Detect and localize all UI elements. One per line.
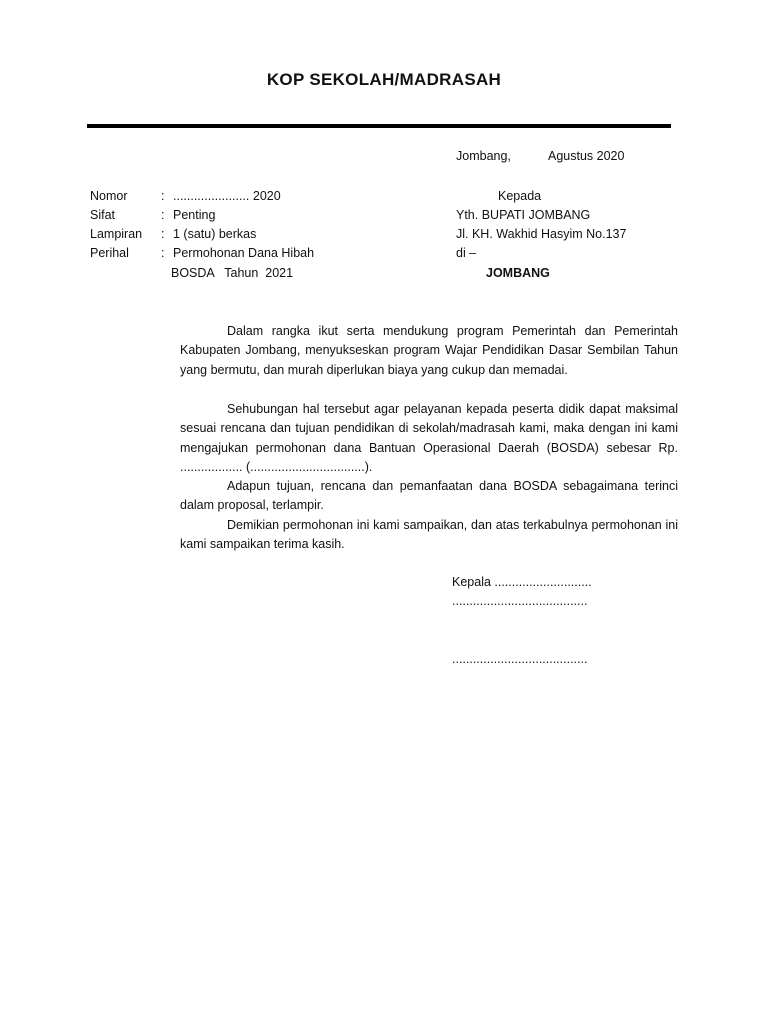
lampiran-label: Lampiran xyxy=(90,227,143,241)
sifat-colon: : xyxy=(161,208,165,222)
nomor-value: ...................... 2020 xyxy=(173,189,281,203)
recipient-kepada: Kepada xyxy=(498,189,542,203)
signature-name-line: ....................................... xyxy=(452,652,588,666)
recipient-city: JOMBANG xyxy=(486,266,550,280)
recipient-yth: Yth. BUPATI JOMBANG xyxy=(456,208,591,222)
perihal-colon: : xyxy=(161,246,165,260)
body-paragraph-3: Adapun tujuan, rencana dan pemanfaatan dana BOSDA sebagaimana terinci dalam proposal, terlampir. xyxy=(180,479,678,513)
date-month-year: Agustus 2020 xyxy=(548,149,625,163)
nomor-label: Nomor xyxy=(90,189,128,203)
letterhead-divider xyxy=(87,124,671,128)
letterhead-title: KOP SEKOLAH/MADRASAH xyxy=(266,70,502,89)
recipient-address: Jl. KH. Wakhid Hasyim No.137 xyxy=(456,227,627,241)
perihal-label: Perihal xyxy=(90,246,129,260)
recipient-di: di – xyxy=(456,246,477,260)
signature-school-line: ....................................... xyxy=(452,594,588,608)
body-paragraph-2: Sehubungan hal tersebut agar pelayanan kepada peserta didik dapat maksimal sesuai rencana dan tujuan pendidikan di sekolah/madrasah kami, maka dengan ini kami mengajukan permohonan dana Bantuan Operasional Daerah (BOSDA) sebesar Rp. .................. (.................................). xyxy=(180,402,678,475)
sifat-label: Sifat xyxy=(90,208,116,222)
lampiran-value: 1 (satu) berkas xyxy=(173,227,257,241)
sifat-value: Penting xyxy=(173,208,216,222)
perihal-value-line2: BOSDA Tahun 2021 xyxy=(171,266,294,280)
date-place: Jombang, xyxy=(456,149,511,163)
signature-kepala: Kepala ............................ xyxy=(452,575,592,589)
perihal-value-line1: Permohonan Dana Hibah xyxy=(173,246,315,260)
body-paragraph-1: Dalam rangka ikut serta mendukung program Pemerintah dan Pemerintah Kabupaten Jombang, menyukseskan program Wajar Pendidikan Dasar Sembilan Tahun yang bermutu, dan murah diperlukan biaya yang cukup dan memadai. xyxy=(180,324,678,377)
body-paragraph-4: Demikian permohonan ini kami sampaikan, dan atas terkabulnya permohonan ini kami sampaikan terima kasih. xyxy=(180,518,678,552)
nomor-colon: : xyxy=(161,189,165,203)
lampiran-colon: : xyxy=(161,227,165,241)
